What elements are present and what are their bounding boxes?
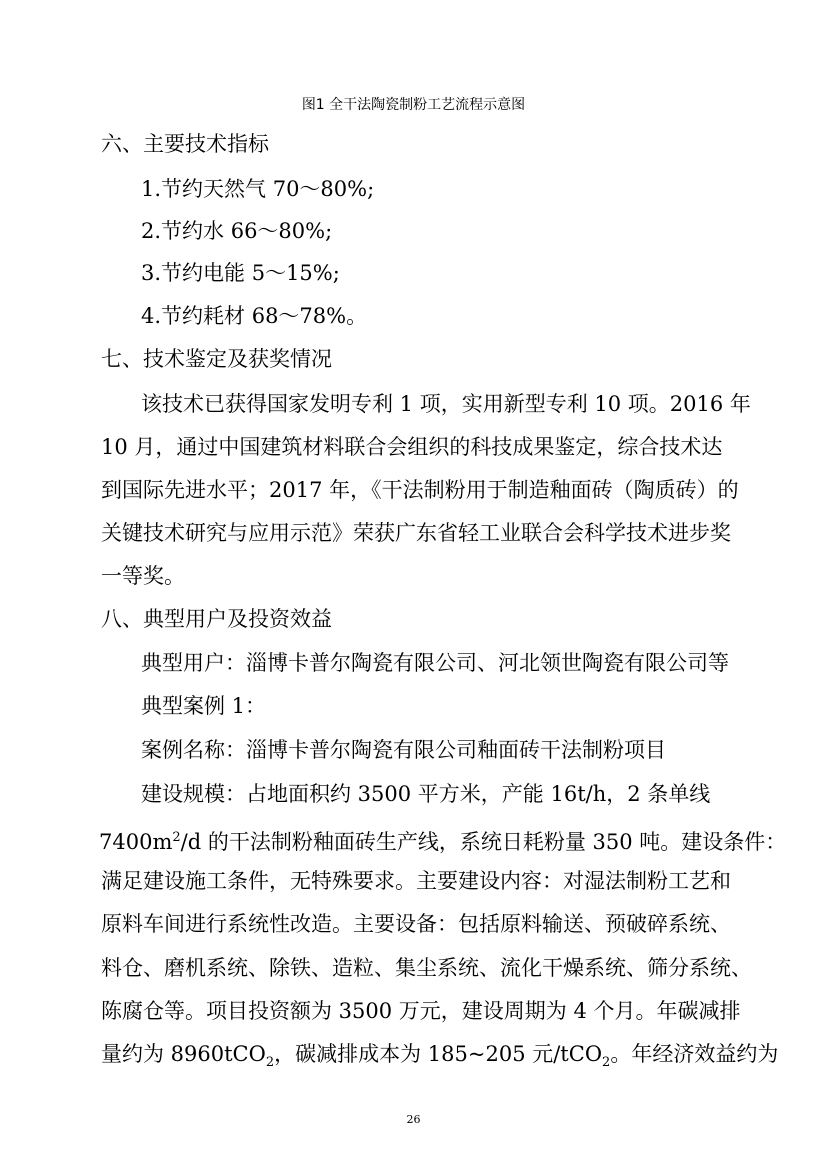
case-name: 案例名称：淄博卡普尔陶瓷有限公司釉面砖干法制粉项目	[141, 738, 666, 762]
paragraph-line: 料仓、磨机系统、除铁、造粒、集尘系统、流化干燥系统、筛分系统、	[101, 956, 752, 980]
paragraph-line: 满足建设施工条件，无特殊要求。主要建设内容：对湿法制粉工艺和	[101, 869, 731, 893]
paragraph-line	[99, 825, 786, 855]
paragraph-line: 该技术已获得国家发明专利 1 项，实用新型专利 10 项。2016 年	[141, 392, 751, 416]
paragraph-line: 一等奖。	[101, 564, 185, 588]
text-run: /d 的干法制粉釉面砖生产线，系统日耗粉量 350 吨。建设条件：	[180, 830, 787, 854]
text-run: 量约为 8960tCO	[101, 1042, 266, 1066]
section-heading-six: 六、主要技术指标	[101, 132, 269, 156]
page-number: 26	[406, 1113, 421, 1126]
paragraph-line: 原料车间进行系统性改造。主要设备：包括原料输送、预破碎系统、	[101, 912, 731, 936]
indicator-item: 4.节约耗材 68～78%。	[141, 304, 368, 328]
indicator-item: 3.节约电能 5～15%;	[141, 261, 340, 285]
paragraph-line	[101, 1041, 778, 1076]
subscript: 2	[265, 1055, 275, 1071]
paragraph-line: 关键技术研究与应用示范》荣获广东省轻工业联合会科学技术进步奖	[101, 521, 731, 545]
paragraph-line: 建设规模：占地面积约 3500 平方米，产能 16t/h，2 条单线	[141, 782, 711, 806]
paragraph-line: 10 月，通过中国建筑材料联合会组织的科技成果鉴定，综合技术达	[101, 435, 723, 459]
section-heading-eight: 八、典型用户及投资效益	[101, 607, 332, 631]
paragraph-line: 陈腐仓等。项目投资额为 3500 万元，建设周期为 4 个月。年碳减排	[101, 999, 741, 1023]
subscript: 2	[602, 1055, 611, 1071]
figure-caption: 图1 全干法陶瓷制粉工艺流程示意图	[301, 97, 526, 113]
indicator-item: 2.节约水 66～80%;	[141, 219, 333, 243]
paragraph-line: 到国际先进水平；2017 年，《干法制粉用于制造釉面砖（陶质砖）的	[101, 478, 739, 502]
superscript: 2	[172, 830, 181, 845]
case-label: 典型案例 1：	[141, 694, 267, 718]
section-heading-seven: 七、技术鉴定及获奖情况	[101, 347, 332, 371]
text-run: 。年经济效益约为	[610, 1042, 779, 1066]
indicator-item: 1.节约天然气 70～80%;	[141, 177, 375, 201]
text-run: 7400m	[99, 830, 173, 854]
text-run: ，碳减排成本为 185~205 元/tCO	[274, 1042, 603, 1066]
typical-users: 典型用户：淄博卡普尔陶瓷有限公司、河北领世陶瓷有限公司等	[141, 651, 729, 675]
